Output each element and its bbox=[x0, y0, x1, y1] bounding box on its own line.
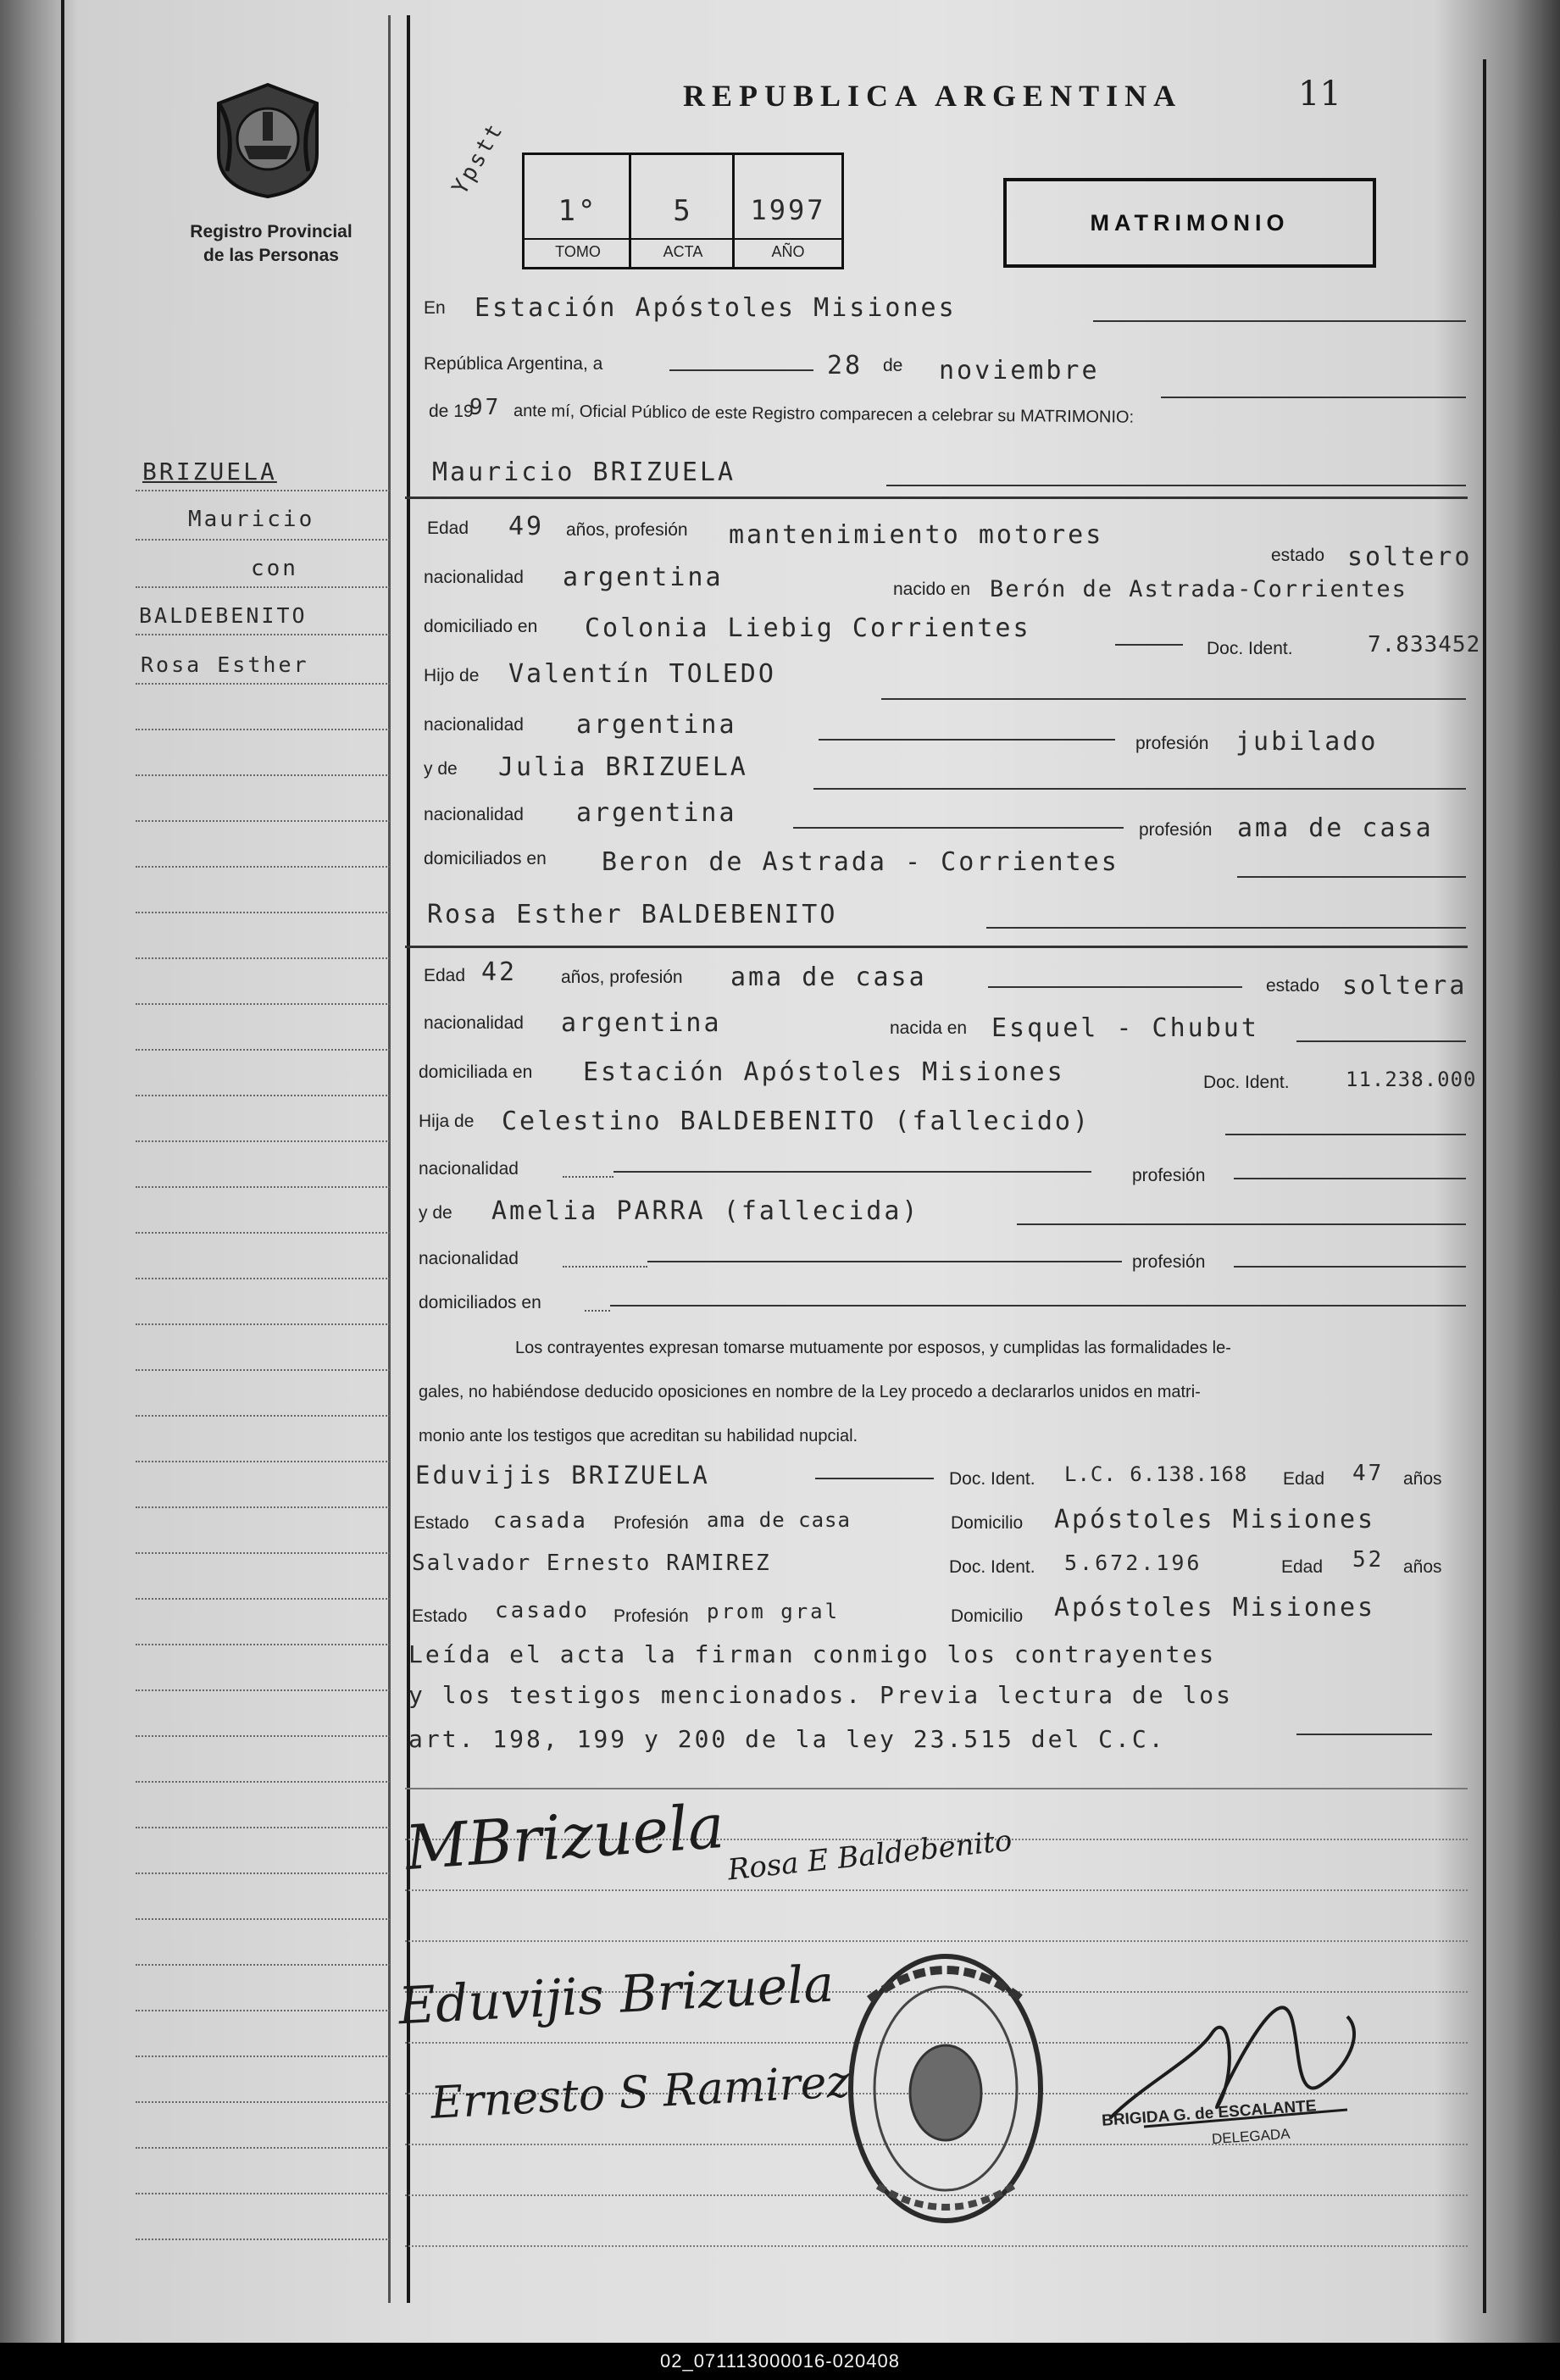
groom-mother-line bbox=[813, 788, 1466, 790]
groom-estado-label: estado bbox=[1271, 546, 1325, 565]
bride-age: 42 bbox=[481, 957, 518, 987]
margin-line bbox=[136, 1323, 390, 1325]
bride-nationality: argentina bbox=[561, 1008, 722, 1038]
bride-mother-prof-line bbox=[1234, 1266, 1466, 1268]
witness2-anos-label: años bbox=[1403, 1557, 1442, 1577]
bride-profession-line bbox=[988, 986, 1242, 988]
bride-father-nat-line bbox=[613, 1171, 1091, 1173]
acta-cell bbox=[631, 155, 735, 267]
closing-line3-rule bbox=[1296, 1734, 1432, 1735]
witness1-estado-label: Estado bbox=[414, 1513, 469, 1533]
day-line bbox=[669, 369, 813, 371]
witness1-domicile: Apóstoles Misiones bbox=[1054, 1505, 1376, 1534]
margin-line bbox=[136, 2055, 390, 2057]
margin-line bbox=[136, 1278, 390, 1279]
groom-section-rule bbox=[405, 497, 1468, 499]
bride-profesion-label: años, profesión bbox=[561, 968, 683, 987]
bride-mother-nat-dots bbox=[563, 1266, 647, 1268]
acta-label: ACTA bbox=[631, 238, 735, 261]
country-heading: REPUBLICA ARGENTINA bbox=[683, 79, 1183, 113]
bride-domiciliados-dots bbox=[585, 1310, 610, 1312]
margin-con: con bbox=[251, 556, 298, 581]
bride-birthplace-line bbox=[1296, 1040, 1466, 1042]
groom-nationality: argentina bbox=[563, 563, 724, 592]
witness2-profession: prom gral bbox=[707, 1600, 841, 1623]
margin-given-2: Rosa Esther bbox=[141, 652, 309, 677]
groom-domicile-line bbox=[1115, 644, 1183, 646]
margin-line bbox=[136, 1095, 390, 1096]
signature-rule bbox=[405, 1788, 1468, 1789]
margin-line bbox=[136, 820, 390, 822]
bride-domiciliados-line bbox=[610, 1305, 1466, 1307]
register-box bbox=[522, 153, 844, 269]
margin-line bbox=[136, 1689, 390, 1691]
margin-line bbox=[136, 1369, 390, 1371]
witness1-edad-label: Edad bbox=[1283, 1469, 1325, 1489]
signature-rule bbox=[405, 1940, 1468, 1942]
bride-father-line bbox=[1225, 1134, 1466, 1135]
bride-domiciliada-label: domiciliada en bbox=[419, 1062, 533, 1082]
margin-line bbox=[136, 1827, 390, 1828]
official-title: DELEGADA bbox=[1211, 2125, 1291, 2148]
groom-domiciliado-label: domiciliado en bbox=[424, 617, 538, 636]
margin-line bbox=[136, 1644, 390, 1645]
margin-line bbox=[136, 1232, 390, 1234]
bride-name: Rosa Esther BALDEBENITO bbox=[427, 900, 838, 929]
groom-father-line bbox=[881, 698, 1466, 700]
bride-domiciliados-label: domiciliados en bbox=[419, 1293, 541, 1312]
witness1-doc: L.C. 6.138.168 bbox=[1064, 1462, 1248, 1486]
witness2-name: Salvador Ernesto RAMIREZ bbox=[412, 1551, 771, 1576]
day-value: 28 bbox=[827, 351, 863, 380]
groom-father-profession: jubilado bbox=[1235, 727, 1379, 757]
witness2-edad-label: Edad bbox=[1281, 1557, 1324, 1577]
tomo-cell bbox=[525, 155, 631, 267]
witness1-name: Eduvijis BRIZUELA bbox=[415, 1461, 710, 1490]
anio-value: 1997 bbox=[750, 194, 826, 226]
groom-father-nat-line bbox=[819, 739, 1115, 741]
groom-name: Mauricio BRIZUELA bbox=[432, 458, 736, 487]
groom-yde-label: y de bbox=[424, 759, 458, 779]
year-suffix: 97 bbox=[469, 395, 502, 420]
margin-surname-2: BALDEBENITO bbox=[139, 603, 308, 628]
declaration-line2: gales, no habiéndose deducido oposiciones en nombre de la Ley procedo a declararlos unidos en matri- bbox=[419, 1383, 1201, 1401]
bride-nacionalidad-label: nacionalidad bbox=[424, 1013, 524, 1033]
margin-line bbox=[136, 2239, 390, 2240]
page-number: 11 bbox=[1298, 75, 1341, 114]
witness1-signature: Eduvijis Brizuela bbox=[397, 1954, 836, 2037]
bride-birthplace: Esquel - Chubut bbox=[991, 1013, 1259, 1043]
de-label: de bbox=[883, 356, 903, 375]
witness2-status: casado bbox=[495, 1598, 590, 1623]
witness2-doc-label: Doc. Ident. bbox=[949, 1557, 1035, 1577]
bride-hija-label: Hija de bbox=[419, 1112, 475, 1131]
bride-status: soltera bbox=[1342, 971, 1468, 1001]
bride-mother-line bbox=[1017, 1223, 1466, 1225]
groom-birthplace: Berón de Astrada-Corrientes bbox=[990, 576, 1407, 602]
image-id-footer: 02_071113000016-020408 bbox=[0, 2343, 1560, 2380]
bride-mother-profesion-label: profesión bbox=[1132, 1252, 1206, 1272]
margin-line bbox=[136, 2101, 390, 2103]
margin-line bbox=[136, 1781, 390, 1783]
witness1-status: casada bbox=[493, 1508, 588, 1534]
groom-father-profesion-label: profesión bbox=[1135, 734, 1209, 753]
anio-label: AÑO bbox=[735, 238, 841, 261]
margin-line bbox=[136, 1506, 390, 1508]
margin-line bbox=[136, 1964, 390, 1966]
declaration-line3: monio ante los testigos que acreditan su habilidad nupcial. bbox=[419, 1427, 858, 1445]
margin-line bbox=[136, 1918, 390, 1920]
margin-line bbox=[136, 957, 390, 959]
margin-line bbox=[136, 683, 390, 685]
month-value: noviembre bbox=[939, 356, 1100, 386]
registry-name-line2: de las Personas bbox=[203, 246, 339, 265]
groom-profesion-label: años, profesión bbox=[566, 520, 688, 540]
acta-value: 5 bbox=[673, 194, 693, 228]
groom-mother: Julia BRIZUELA bbox=[498, 752, 748, 782]
groom-profession: mantenimiento motores bbox=[729, 520, 1104, 550]
margin-line bbox=[136, 1140, 390, 1142]
witness2-doc: 5.672.196 bbox=[1064, 1551, 1202, 1575]
witness2-domicilio-label: Domicilio bbox=[951, 1606, 1024, 1626]
bride-signature: Rosa E Baldebenito bbox=[725, 1823, 1014, 1888]
official-name: BRIGIDA G. de ESCALANTE bbox=[1101, 2097, 1318, 2130]
groom-mother-profession: ama de casa bbox=[1237, 813, 1434, 843]
bride-father-nat-dots bbox=[563, 1176, 613, 1178]
margin-line bbox=[136, 634, 390, 635]
handwritten-note: Ypstt bbox=[447, 118, 509, 199]
witness2-signature: Ernesto S Ramirez bbox=[429, 2056, 852, 2129]
groom-mother-nationality: argentina bbox=[576, 798, 737, 828]
witness2-domicile: Apóstoles Misiones bbox=[1054, 1593, 1376, 1623]
bride-father: Celestino BALDEBENITO (fallecido) bbox=[502, 1107, 1091, 1136]
bride-domicile: Estación Apóstoles Misiones bbox=[583, 1057, 1065, 1087]
witness1-age: 47 bbox=[1352, 1461, 1385, 1486]
margin-line bbox=[136, 1415, 390, 1417]
signature-rule bbox=[405, 1889, 1468, 1891]
anio-cell bbox=[735, 155, 841, 267]
margin-line bbox=[136, 490, 390, 491]
en-label: En bbox=[424, 298, 446, 318]
witness1-profession: ama de casa bbox=[707, 1508, 851, 1532]
margin-line bbox=[136, 1872, 390, 1874]
closing-line3: art. 198, 199 y 200 de la ley 23.515 del C.C. bbox=[408, 1725, 1166, 1753]
bride-doc: 11.238.000 bbox=[1346, 1068, 1477, 1091]
witness2-age: 52 bbox=[1352, 1547, 1385, 1573]
witness2-profesion-label: Profesión bbox=[613, 1606, 689, 1626]
groom-name-line bbox=[886, 485, 1466, 486]
groom-status: soltero bbox=[1347, 542, 1473, 572]
tomo-label: TOMO bbox=[525, 238, 631, 261]
groom-domiciliados-label: domiciliados en bbox=[424, 849, 547, 868]
bride-name-line bbox=[986, 927, 1466, 929]
margin-line bbox=[136, 1049, 390, 1051]
bride-doc-label: Doc. Ident. bbox=[1203, 1073, 1290, 1092]
groom-mother-nac-label: nacionalidad bbox=[424, 805, 524, 824]
witness2-estado-label: Estado bbox=[412, 1606, 468, 1626]
official-stamp bbox=[844, 1949, 1047, 2228]
republica-label: República Argentina, a bbox=[424, 354, 603, 374]
margin-given-1: Mauricio bbox=[188, 507, 315, 532]
margin-line bbox=[136, 1552, 390, 1554]
closing-line1: Leída el acta la firman conmigo los contrayentes bbox=[408, 1640, 1217, 1668]
margin-surname-1: BRIZUELA bbox=[142, 458, 277, 485]
bride-section-rule bbox=[405, 946, 1468, 948]
bride-nacida-label: nacida en bbox=[890, 1018, 968, 1038]
bride-yde-label: y de bbox=[419, 1203, 452, 1223]
witness1-profesion-label: Profesión bbox=[613, 1513, 689, 1533]
margin-divider-outer bbox=[407, 15, 410, 2303]
groom-father-nationality: argentina bbox=[576, 710, 737, 740]
margin-line bbox=[136, 2147, 390, 2149]
groom-mother-profesion-label: profesión bbox=[1139, 820, 1213, 840]
closing-line2: y los testigos mencionados. Previa lectura de los bbox=[408, 1681, 1234, 1709]
margin-line bbox=[136, 1003, 390, 1005]
bride-father-nac-label: nacionalidad bbox=[419, 1159, 519, 1179]
margin-line bbox=[136, 912, 390, 913]
groom-hijo-label: Hijo de bbox=[424, 666, 480, 685]
province-emblem bbox=[210, 78, 325, 200]
groom-domicile: Colonia Liebig Corrientes bbox=[585, 613, 1031, 643]
groom-father-nac-label: nacionalidad bbox=[424, 715, 524, 735]
groom-doc-label: Doc. Ident. bbox=[1207, 639, 1293, 658]
signature-rule bbox=[405, 2245, 1468, 2247]
margin-line bbox=[136, 2010, 390, 2011]
tomo-value: 1° bbox=[558, 194, 598, 228]
witness1-name-line bbox=[815, 1478, 934, 1479]
intro-statement: ante mí, Oficial Público de este Registro comparecen a celebrar su MATRIMONIO: bbox=[513, 402, 1135, 427]
bride-edad-label: Edad bbox=[424, 966, 466, 985]
groom-age: 49 bbox=[508, 512, 545, 541]
bride-father-profesion-label: profesión bbox=[1132, 1166, 1206, 1185]
bride-mother-nac-label: nacionalidad bbox=[419, 1249, 519, 1268]
margin-line bbox=[136, 866, 390, 868]
witness1-anos-label: años bbox=[1403, 1469, 1442, 1489]
groom-signature: MBrizuela bbox=[402, 1789, 727, 1884]
groom-mother-nat-line bbox=[793, 827, 1124, 829]
place-value: Estación Apóstoles Misiones bbox=[475, 293, 957, 323]
right-border bbox=[1483, 59, 1486, 2313]
year-prefix: de 19 bbox=[429, 402, 474, 421]
bride-estado-label: estado bbox=[1266, 976, 1320, 996]
groom-father: Valentín TOLEDO bbox=[508, 659, 776, 689]
margin-line bbox=[136, 774, 390, 776]
margin-line bbox=[136, 539, 390, 541]
place-line bbox=[1093, 320, 1466, 322]
doc-type-box: MATRIMONIO bbox=[1003, 178, 1376, 268]
bride-mother: Amelia PARRA (fallecida) bbox=[491, 1196, 920, 1226]
registry-name-line1: Registro Provincial bbox=[190, 222, 353, 241]
groom-nacionalidad-label: nacionalidad bbox=[424, 568, 524, 587]
margin-divider-inner bbox=[388, 15, 391, 2303]
groom-parents-domicile: Beron de Astrada - Corrientes bbox=[602, 847, 1119, 877]
bride-profession: ama de casa bbox=[730, 963, 927, 992]
margin-line bbox=[136, 729, 390, 730]
bride-father-prof-line bbox=[1234, 1178, 1466, 1179]
margin-line bbox=[136, 1461, 390, 1462]
margin-line bbox=[136, 1186, 390, 1188]
margin-line bbox=[136, 586, 390, 588]
bride-mother-nat-line bbox=[647, 1261, 1122, 1262]
groom-doc: 7.833452 bbox=[1368, 632, 1481, 657]
groom-parents-line bbox=[1237, 876, 1466, 878]
witness1-domicilio-label: Domicilio bbox=[951, 1513, 1024, 1533]
declaration-line1: Los contrayentes expresan tomarse mutuamente por esposos, y cumplidas las formalidades le- bbox=[515, 1339, 1231, 1357]
groom-nacido-label: nacido en bbox=[893, 580, 971, 599]
margin-line bbox=[136, 1735, 390, 1737]
margin-line bbox=[136, 1598, 390, 1600]
witness1-doc-label: Doc. Ident. bbox=[949, 1469, 1035, 1489]
left-binding-edge bbox=[61, 0, 64, 2343]
month-line bbox=[1161, 397, 1466, 398]
groom-edad-label: Edad bbox=[427, 519, 469, 538]
margin-line bbox=[136, 2193, 390, 2194]
